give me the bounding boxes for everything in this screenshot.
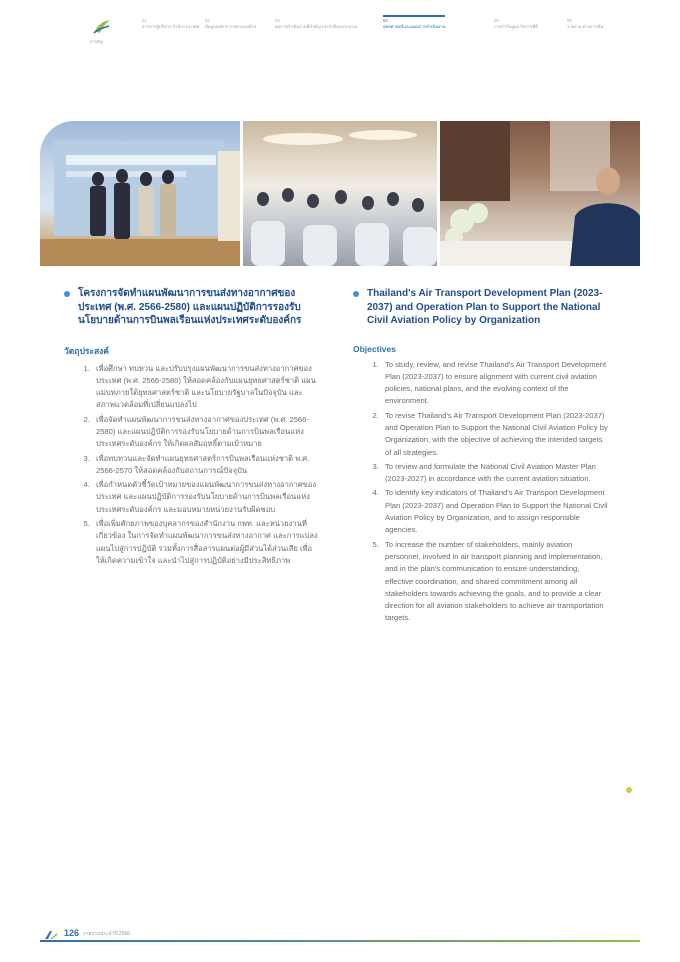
list-item: 4. To identify key indicators of Thailand's Air Transport Development Plan (2023-2037) and Operation Plan to Support the National Civil Aviation Policy by Organization, and to assign responsible agencies. [381,487,608,536]
photo-speaker [440,121,640,266]
section-bullet-icon [64,291,70,297]
logo-caption: สารบัญ [90,39,103,44]
thai-section [64,287,329,569]
footer-divider [40,940,640,942]
list-item: 2. เพื่อจัดทำแผนพัฒนาการขนส่งทางอากาศของประเทศ (พ.ศ. 2566-2580) และแผนปฏิบัติการรองรับนโยบายด้านการบินพลเรือนแห่งประเทศระดับองค์กร ให้เกิดผลสัมฤทธิ์ตามเป้าหมาย [92,414,319,451]
page-footer [0,928,680,962]
list-item: 3. To review and formulate the National Civil Aviation Master Plan (2023-2027) in accordance with the current aviation situation. [381,461,608,486]
thai-objectives-list [64,363,319,568]
nav-item-performance[interactable]: 03 ผลการดำเนินงานที่สำคัญ ประจำปีงบประมาณ [275,18,358,29]
section-bullet-icon [353,291,359,297]
header-nav [0,14,680,48]
thai-objectives-title: วัตถุประสงค์ [64,345,109,356]
thai-section-heading: โครงการจัดทำแผนพัฒนาการขนส่งทางอากาศของประเทศ (พ.ศ. 2566-2580) และแผนปฏิบัติการรองรับนโยบายด้านการบินพลเรือนแห่งประเทศระดับองค์กร [78,288,302,326]
list-item: 2. To revise Thailand's Air Transport Development Plan (2023-2037) and Operation Plan to Support the National Civil Aviation Policy by Organization, with the objective of achieving the intended targets of all strategies. [381,410,608,459]
list-item: 5. เพื่อเพิ่มศักยภาพของบุคลากรของสำนักงาน กพท. และหน่วยงานที่เกี่ยวข้อง ในการจัดทำแผนพัฒนาการขนส่งทางอากาศ และการแปลงแผนไปสู่การปฏิบัติ รวมทั้งการสื่อสารแผนต่อผู้มีส่วนได้ส่วนเสีย เพื่อให้เกิดความเข้าใจ และนำไปสู่การปฏิบัติอย่างมีประสิทธิภาพ [92,518,319,567]
photo-meeting-room [243,121,437,266]
footer-report-title: รายงานประจำปี 2566 [83,931,131,937]
list-item: 5. To increase the number of stakeholders, mainly aviation personnel, involved in air transport planning and implementation, and in the plan's communication to ensure understanding, effective coordination, and shared commitment among all stakeholders towards achieving the goals, and to provide a clear direction for all aviation stakeholders to achieve air transportation targets. [381,539,608,625]
list-item: 3. เพื่อทบทวนและจัดทำแผนยุทธศาสตร์การบินพลเรือนแห่งชาติ พ.ศ. 2566-2570 ให้สอดคล้องกับสถานการณ์ปัจจุบัน [92,453,319,478]
nav-item-strategy[interactable]: 04 ยุทธศาสตร์และแผนการดำเนินงาน [383,18,446,29]
decorative-dot-icon [626,787,632,793]
nav-item-organization[interactable]: 02 ข้อมูลองค์กร ภาพรวมองค์กร [205,18,257,29]
footer-swoosh-icon [44,930,58,940]
list-item: 1. To study, review, and revise Thailand's Air Transport Development Plan (2023-2037) to ensure alignment with current civil aviation policies, national plans, and the evolving context of the environment. [381,359,608,408]
english-section-heading: Thailand's Air Transport Development Plan (2023-2037) and Operation Plan to Support the National Civil Aviation Policy by Organization [367,288,603,326]
english-objectives-title: Objectives [353,343,396,354]
english-section [353,287,618,627]
photo-strip [40,121,640,266]
nav-item-executive-message[interactable]: 01 สารจากผู้บริหาร สำนักงาน กพท. [142,18,201,29]
photo-stage-group [40,121,240,266]
list-item: 1. เพื่อศึกษา ทบทวน และปรับปรุงแผนพัฒนาการขนส่งทางอากาศของประเทศ (พ.ศ. 2566-2580) ให้สอดคล้องกับแผนยุทธศาสตร์ชาติ แผนแม่บทภายใต้ยุทธศาสตร์ชาติ และนโยบายรัฐบาลในปัจจุบัน และสภาพแวดล้อมที่เปลี่ยนแปลงไป [92,363,319,412]
list-item: 4. เพื่อกำหนดตัวชี้วัดเป้าหมายของแผนพัฒนาการขนส่งทางอากาศของประเทศ และแผนปฏิบัติการรองรับนโยบายด้านการบินพลเรือนแห่งประเทศระดับองค์กร และมอบหมายหน่วยงานรับผิดชอบ [92,479,319,516]
english-objectives-list [353,359,608,625]
nav-item-financial-report[interactable]: 06 รายงาน ทางการเงิน [567,18,604,29]
page-number: 126 [64,928,80,938]
caat-logo-icon[interactable] [93,19,111,35]
nav-item-governance[interactable]: 05 การกำกับดูแล กิจการที่ดี [494,18,538,29]
